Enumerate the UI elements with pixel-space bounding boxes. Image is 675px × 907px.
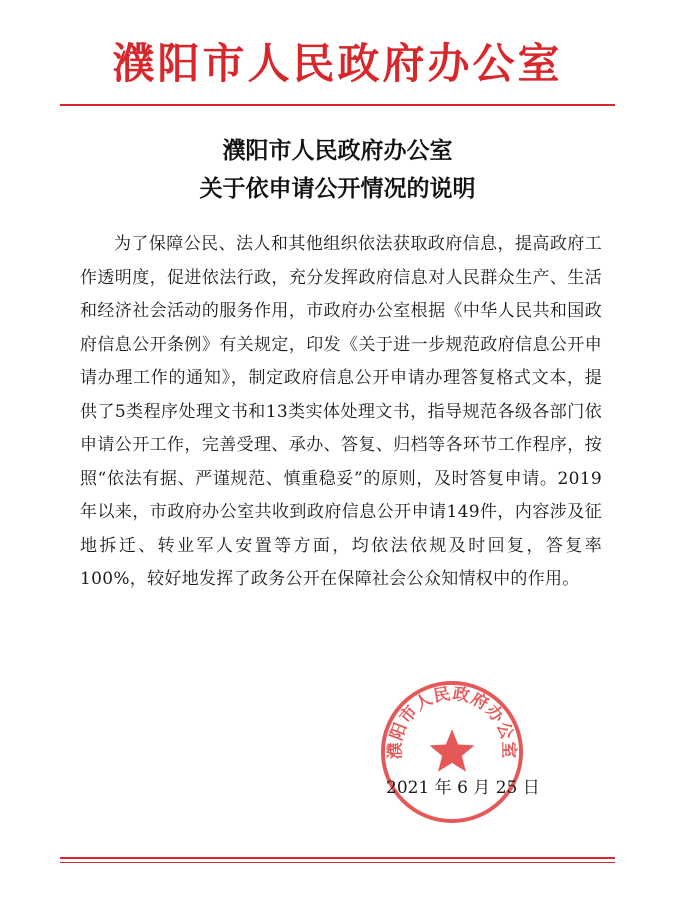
letterhead-title: 濮阳市人民政府办公室 xyxy=(112,39,563,88)
body-paragraph: 为了保障公民、法人和其他组织依法获取政府信息，提高政府工作透明度，促进依法行政，充分发挥政府信息对人民群众生产、生活和经济社会活动的服务作用，市政府办公室根据《中华人民共和国政府信息公开条例》有关规定，印发《关于进一步规范政府信息公开申请办理工作的通知》，制定政府信息公开申请办理答复格式文本，提供了5类程序处理文书和13类实体处理文书，指导规范各级各部门依申请公开工作，完善受理、承办、答复、归档等各环节工作程序，按照“依法有据、严谨规范、慎重稳妥”的原则，及时答复申请。2019年以来，市政府办公室共收到政府信息公开申请149件，内容涉及征地拆迁、转业军人安置等方面，均依法依规及时回复，答复率100%，较好地发挥了政务公开在保障社会公众知情权中的作用。 xyxy=(80,234,602,589)
letterhead-divider xyxy=(60,104,615,106)
footer-divider-thick xyxy=(60,857,615,859)
footer-divider-thin xyxy=(60,862,615,863)
document-date: 2021 年 6 月 25 日 xyxy=(386,778,540,798)
official-seal xyxy=(378,678,526,826)
title-line-2: 关于依申请公开情况的说明 xyxy=(199,175,476,202)
star-icon xyxy=(430,729,475,771)
document-title xyxy=(0,132,675,208)
title-line-1: 濮阳市人民政府办公室 xyxy=(222,137,453,164)
seal-text: 濮阳市人民政府办公室 xyxy=(384,682,520,760)
